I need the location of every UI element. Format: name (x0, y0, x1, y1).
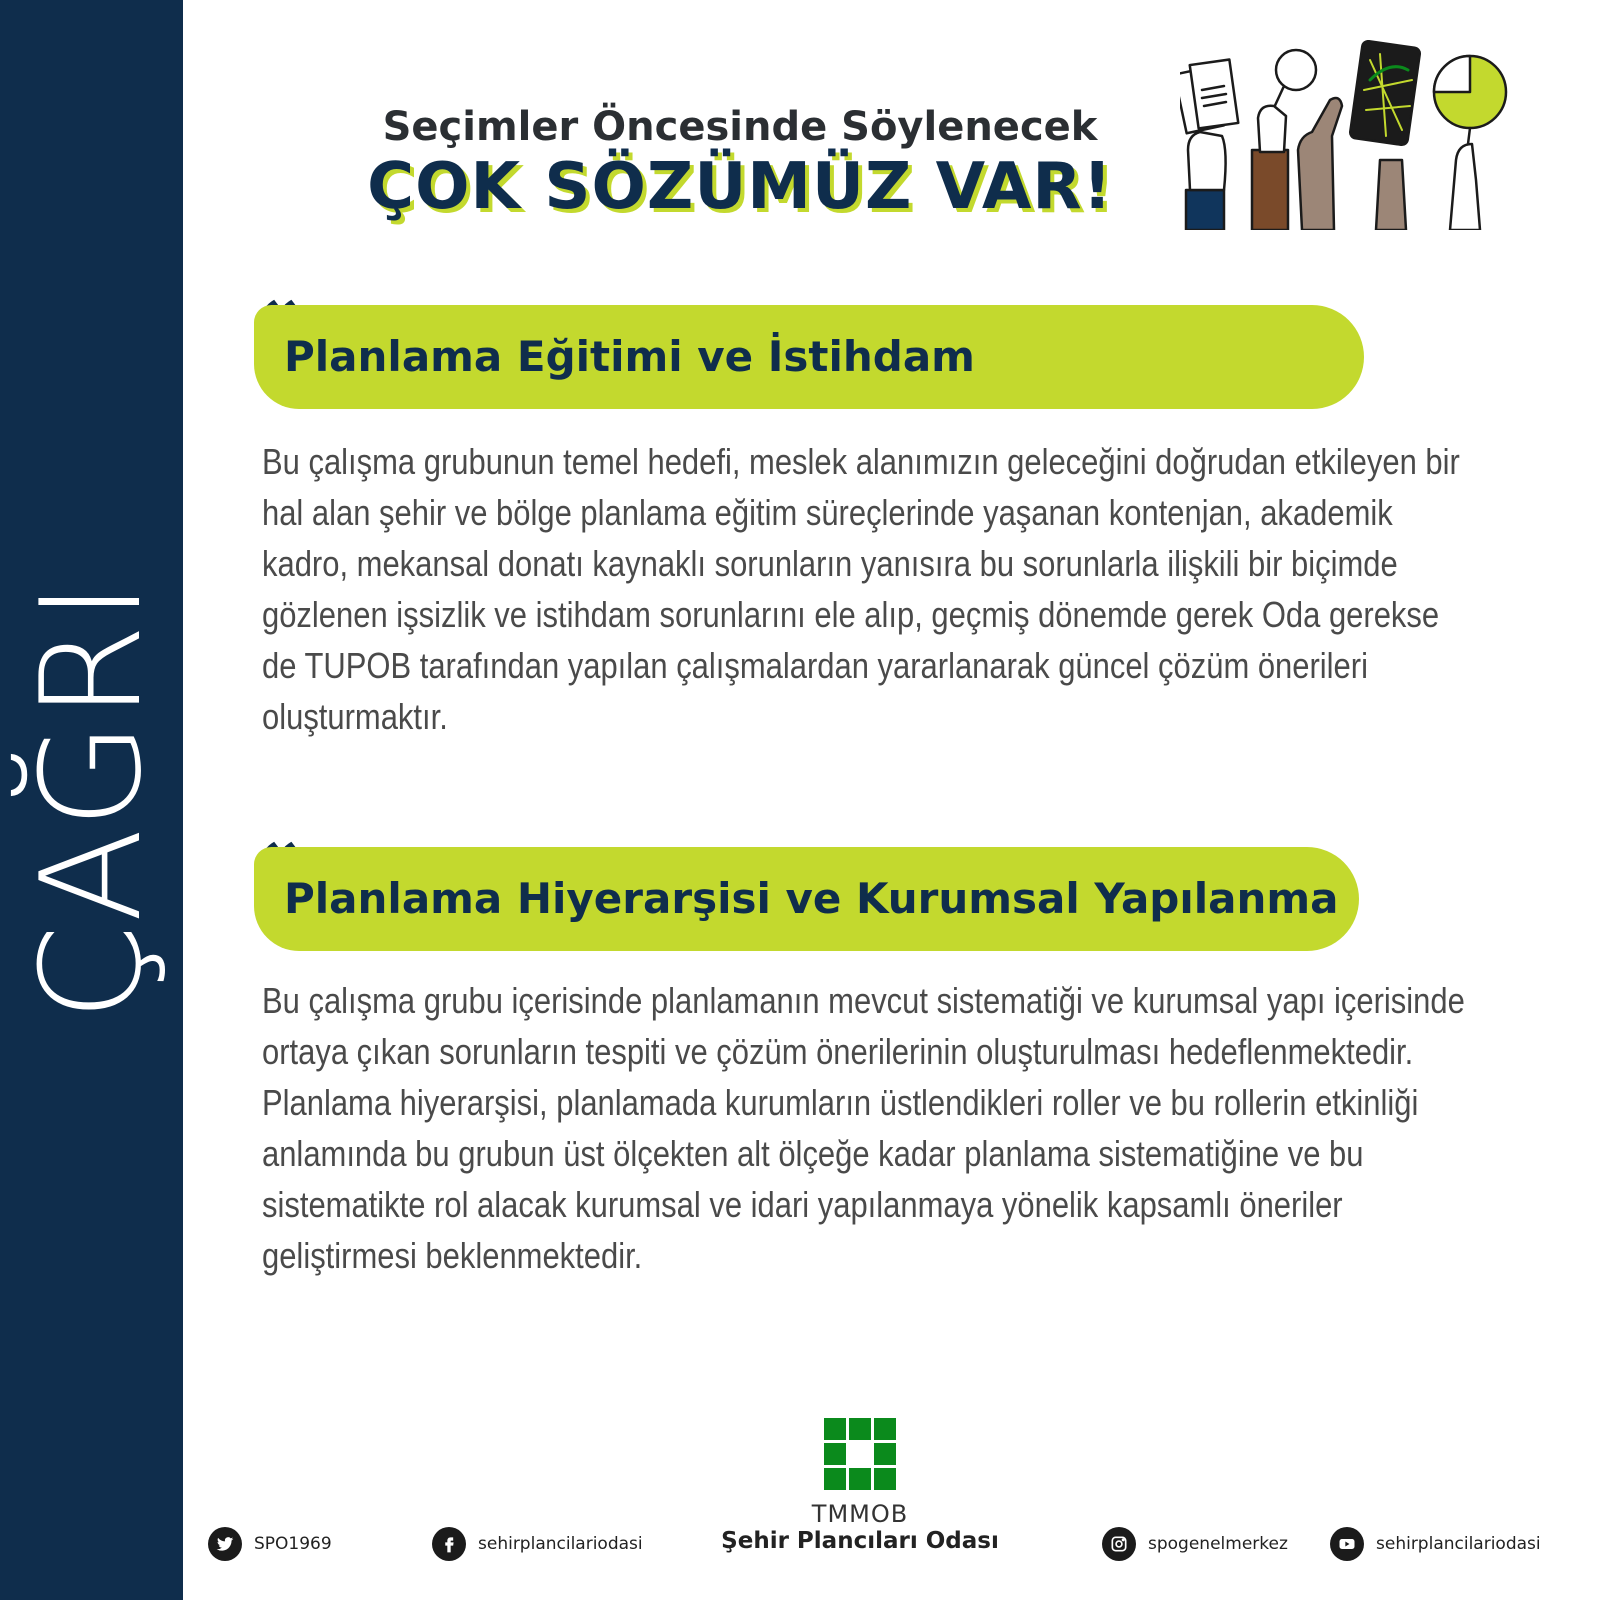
instagram-icon (1102, 1527, 1136, 1561)
sidebar (0, 0, 183, 1600)
section-title-pill (254, 305, 1364, 409)
sidebar-label: ÇAĞRI (11, 579, 172, 1021)
facebook-icon (432, 1527, 466, 1561)
social-handle: sehirplancilariodasi (478, 1534, 643, 1554)
hands-illustration (1180, 40, 1530, 230)
header-title: ÇOK SÖZÜMÜZ VAR! (367, 150, 1113, 224)
header-subtitle: Seçimler Öncesinde Söylenecek (382, 104, 1098, 150)
logo-tmmob: TMMOB (811, 1500, 909, 1528)
social-handle: SPO1969 (254, 1534, 332, 1554)
social-handle: spogenelmerkez (1148, 1534, 1288, 1554)
section-title: Planlama Eğitimi ve İstihdam (284, 332, 975, 381)
logo-org-name: Şehir Plancıları Odası (721, 1528, 999, 1554)
social-facebook[interactable] (432, 1527, 643, 1561)
twitter-icon (208, 1527, 242, 1561)
youtube-icon (1330, 1527, 1364, 1561)
section-body: Bu çalışma grubu içerisinde planlamanın mevcut sistematiği ve kurumsal yapı içerisinde ortaya çıkan sorunların tespiti ve çözüm önerilerinin oluşturulması hedeflenmektedir. Planlama hiyerarşisi, planlamada kurumların üstlendikleri roller ve bu rollerin etkinliği anlamında bu grubun üst ölçekten alt ölçeğe kadar planlama sistematiğine ve bu sistematikte rol alacak kurumsal ve idari yapılanmaya yönelik kapsamlı öneriler geliştirmesi beklenmektedir. (262, 980, 1465, 1276)
section-title: Planlama Hiyerarşisi ve Kurumsal Yapılanma (284, 874, 1339, 923)
social-handle: sehirplancilariodasi (1376, 1534, 1541, 1554)
spo-logo (824, 1418, 896, 1490)
section-title-pill (254, 847, 1359, 951)
section-body: Bu çalışma grubunun temel hedefi, meslek alanımızın geleceğini doğrudan etkileyen bir hal alan şehir ve bölge planlama eğitim süreçlerinde yaşanan kontenjan, akademik kadro, mekansal donatı kaynaklı sorunların yanısıra bu sorunlarla ilişkili bir biçimde gözlenen işsizlik ve istihdam sorunlarını ele alıp, geçmiş dönemde gerek Oda gerekse de TUPOB tarafından yapılan çalışmalardan yararlanarak güncel çözüm önerileri oluşturmaktır. (262, 441, 1460, 737)
social-instagram[interactable] (1102, 1527, 1288, 1561)
social-youtube[interactable] (1330, 1527, 1541, 1561)
social-twitter[interactable] (208, 1527, 332, 1561)
